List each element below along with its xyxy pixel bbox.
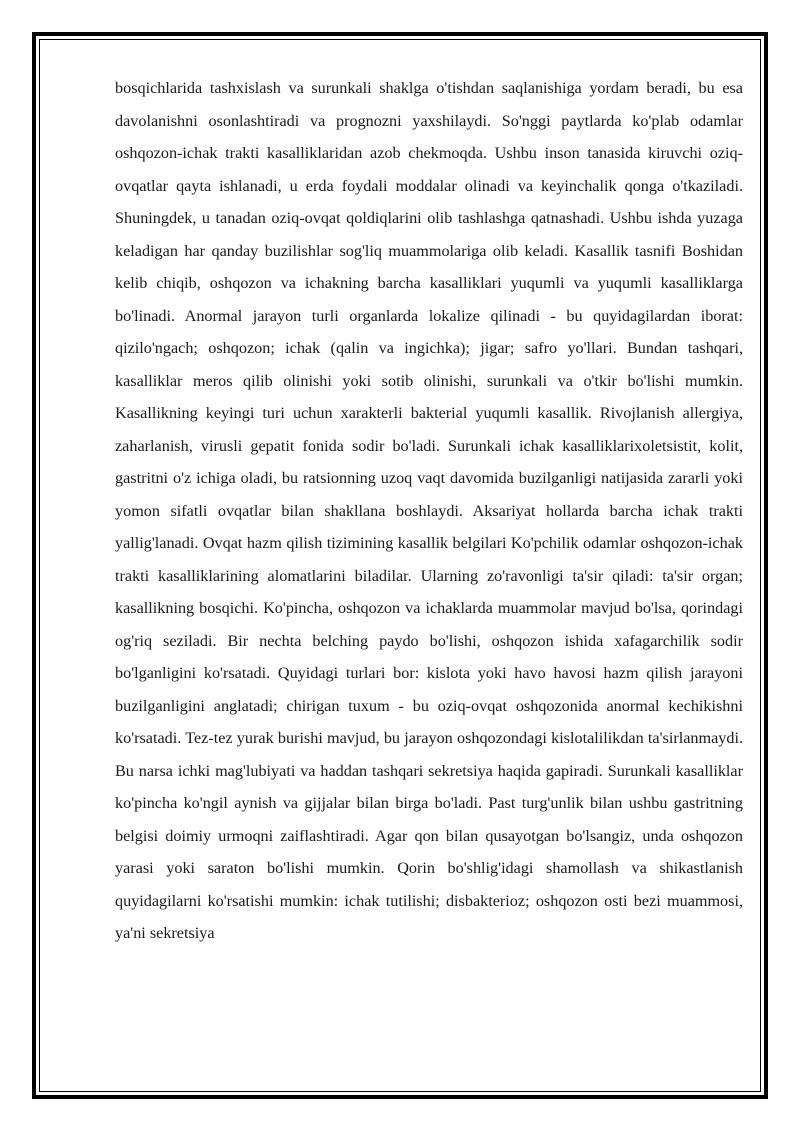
body-paragraph: bosqichlarida tashxislash va surunkali shaklga o'tishdan saqlanishiga yordam beradi, bu esa davolanishni osonlashtiradi va prognozni yaxshilaydi. So'nggi paytlarda ko'plab odamlar oshqozon-ichak trakti kasalliklaridan azob chekmoqda. Ushbu inson tanasida kiruvchi oziq-ovqatlar qayta ishlanadi, u erda foydali moddalar olinadi va keyinchalik qonga o'tkaziladi. Shuningdek, u tanadan oziq-ovqat qoldiqlarini olib tashlashga qatnashadi. Ushbu ishda yuzaga keladigan har qanday buzilishlar sog'liq muammolariga olib keladi. Kasallik tasnifi Boshidan kelib chiqib, oshqozon va ichakning barcha kasalliklari yuqumli va yuqumli kasalliklarga bo'linadi. Anormal jarayon turli organlarda lokalize qilinadi - bu quyidagilardan iborat: qizilo'ngach; oshqozon; ichak (qalin va ingichka); jigar; safro yo'llari. Bundan tashqari, kasalliklar meros qilib olinishi yoki sotib olinishi, surunkali va o'tkir bo'lishi mumkin. Kasallikning keyingi turi uchun xarakterli bakterial yuqumli kasallik. Rivojlanish allergiya, zaharlanish, virusli gepatit fonida sodir bo'ladi. Surunkali ichak kasalliklarixoletsistit, kolit, gastritni o'z ichiga oladi, bu ratsionning uzoq vaqt davomida buzilganligi natijasida zararli yoki yomon sifatli ovqatlar bilan shakllana boshlaydi. Aksariyat hollarda barcha ichak trakti yallig'lanadi. Ovqat hazm qilish tizimining kasallik belgilari Ko'pchilik odamlar oshqozon-ichak trakti kasalliklarining alomatlarini biladilar. Ularning zo'ravonligi ta'sir qiladi: ta'sir organ; kasallikning bosqichi. Ko'pincha, oshqozon va ichaklarda muammolar mavjud bo'lsa, qorindagi og'riq seziladi. Bir nechta belching paydo bo'lishi, oshqozon ishida xafagarchilik sodir bo'lganligini ko'rsatadi. Quyidagi turlari bor: kislota yoki havo havosi hazm qilish jarayoni buzilganligini anglatadi; chirigan tuxum - bu oziq-ovqat oshqozonida anormal kechikishni ko'rsatadi. Tez-tez yurak burishi mavjud, bu jarayon oshqozondagi kislotalilikdan ta'sirlanmaydi. Bu narsa ichki mag'lubiyati va haddan tashqari sekretsiya haqida gapiradi. Surunkali kasalliklar ko'pincha ko'ngil aynish va gijjalar bilan birga bo'ladi. Past turg'unlik bilan ushbu gastritning belgisi doimiy urmoqni zaiflashtiradi. Agar qon bilan qusayotgan bo'lsangiz, unda oshqozon yarasi yoki saraton bo'lishi mumkin. Qorin bo'shlig'idagi shamollash va shikastlanish quyidagilarni ko'rsatishi mumkin: ichak tutilishi; disbakterioz; oshqozon osti bezi muammosi, ya'ni sekretsiya bbox=[115, 79, 743, 942]
document-body bbox=[115, 72, 743, 950]
